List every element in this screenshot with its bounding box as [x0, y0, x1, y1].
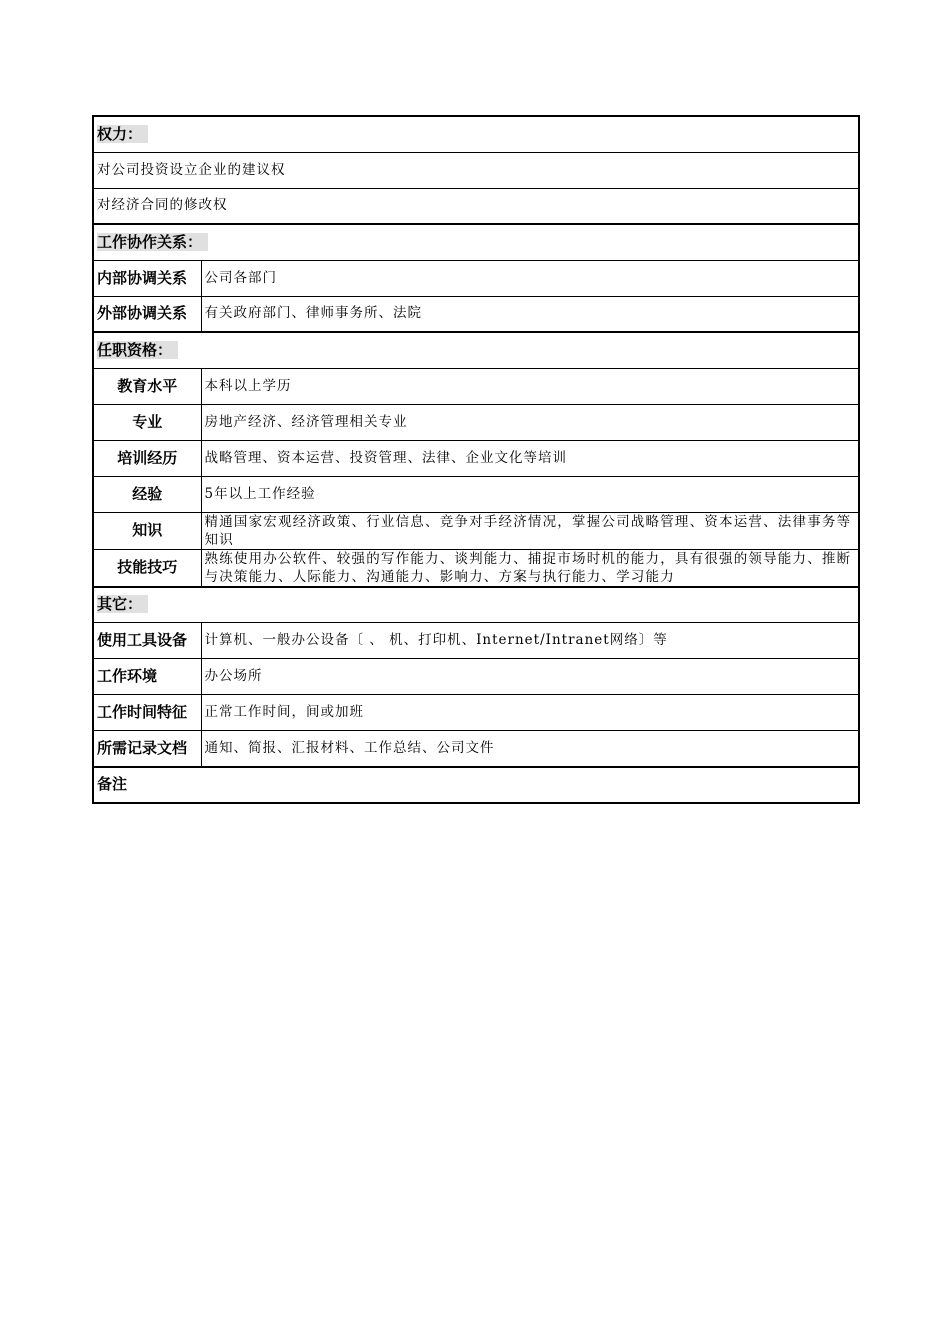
other-value: 办公场所 — [201, 659, 859, 695]
qual-value: 战略管理、资本运营、投资管理、法律、企业文化等培训 — [201, 440, 859, 476]
other-label: 工作环境 — [93, 659, 201, 695]
qual-row — [93, 549, 859, 587]
job-description-table-container — [92, 115, 858, 804]
qual-header-row — [93, 332, 859, 368]
qual-value: 熟练使用办公软件、较强的写作能力、谈判能力、捕捉市场时机的能力，具有很强的领导能力、推断与决策能力、人际能力、沟通能力、影响力、方案与执行能力、学习能力 — [201, 549, 859, 587]
qual-label: 教育水平 — [93, 368, 201, 404]
other-value: 通知、简报、汇报材料、工作总结、公司文件 — [201, 731, 859, 767]
other-label: 工作时间特征 — [93, 695, 201, 731]
collab-row — [93, 296, 859, 332]
powers-title: 权力： — [97, 125, 148, 143]
qual-label: 专业 — [93, 404, 201, 440]
powers-item: 对公司投资设立企业的建议权 — [93, 152, 859, 188]
qual-label: 知识 — [93, 512, 201, 549]
collab-label: 内部协调关系 — [93, 260, 201, 296]
qual-row — [93, 476, 859, 512]
other-row — [93, 659, 859, 695]
qual-label: 经验 — [93, 476, 201, 512]
qual-value: 房地产经济、经济管理相关专业 — [201, 404, 859, 440]
qual-label: 培训经历 — [93, 440, 201, 476]
powers-item-row — [93, 152, 859, 188]
powers-item: 对经济合同的修改权 — [93, 188, 859, 224]
collab-label: 外部协调关系 — [93, 296, 201, 332]
other-title: 其它： — [97, 595, 148, 613]
notes-title: 备注 — [93, 767, 859, 803]
collab-value: 公司各部门 — [201, 260, 859, 296]
job-description-table — [92, 115, 860, 804]
powers-header-row — [93, 116, 859, 152]
other-header-row — [93, 587, 859, 623]
other-label: 所需记录文档 — [93, 731, 201, 767]
powers-item-row — [93, 188, 859, 224]
other-row — [93, 695, 859, 731]
collab-row — [93, 260, 859, 296]
qual-row — [93, 368, 859, 404]
qual-value: 5年以上工作经验 — [201, 476, 859, 512]
qual-value: 精通国家宏观经济政策、行业信息、竞争对手经济情况，掌握公司战略管理、资本运营、法律事务等知识 — [201, 512, 859, 549]
collab-value: 有关政府部门、律师事务所、法院 — [201, 296, 859, 332]
qual-value: 本科以上学历 — [201, 368, 859, 404]
qual-row — [93, 404, 859, 440]
notes-row — [93, 767, 859, 803]
other-value: 正常工作时间，间或加班 — [201, 695, 859, 731]
collab-title: 工作协作关系： — [97, 233, 208, 251]
other-label: 使用工具设备 — [93, 623, 201, 659]
qual-label: 技能技巧 — [93, 549, 201, 587]
qual-row — [93, 440, 859, 476]
qual-title: 任职资格： — [97, 341, 178, 359]
collab-header-row — [93, 224, 859, 260]
qual-row — [93, 512, 859, 549]
other-row — [93, 623, 859, 659]
other-row — [93, 731, 859, 767]
other-value: 计算机、一般办公设备〔 、 机、打印机、Internet/Intranet网络〕等 — [201, 623, 859, 659]
